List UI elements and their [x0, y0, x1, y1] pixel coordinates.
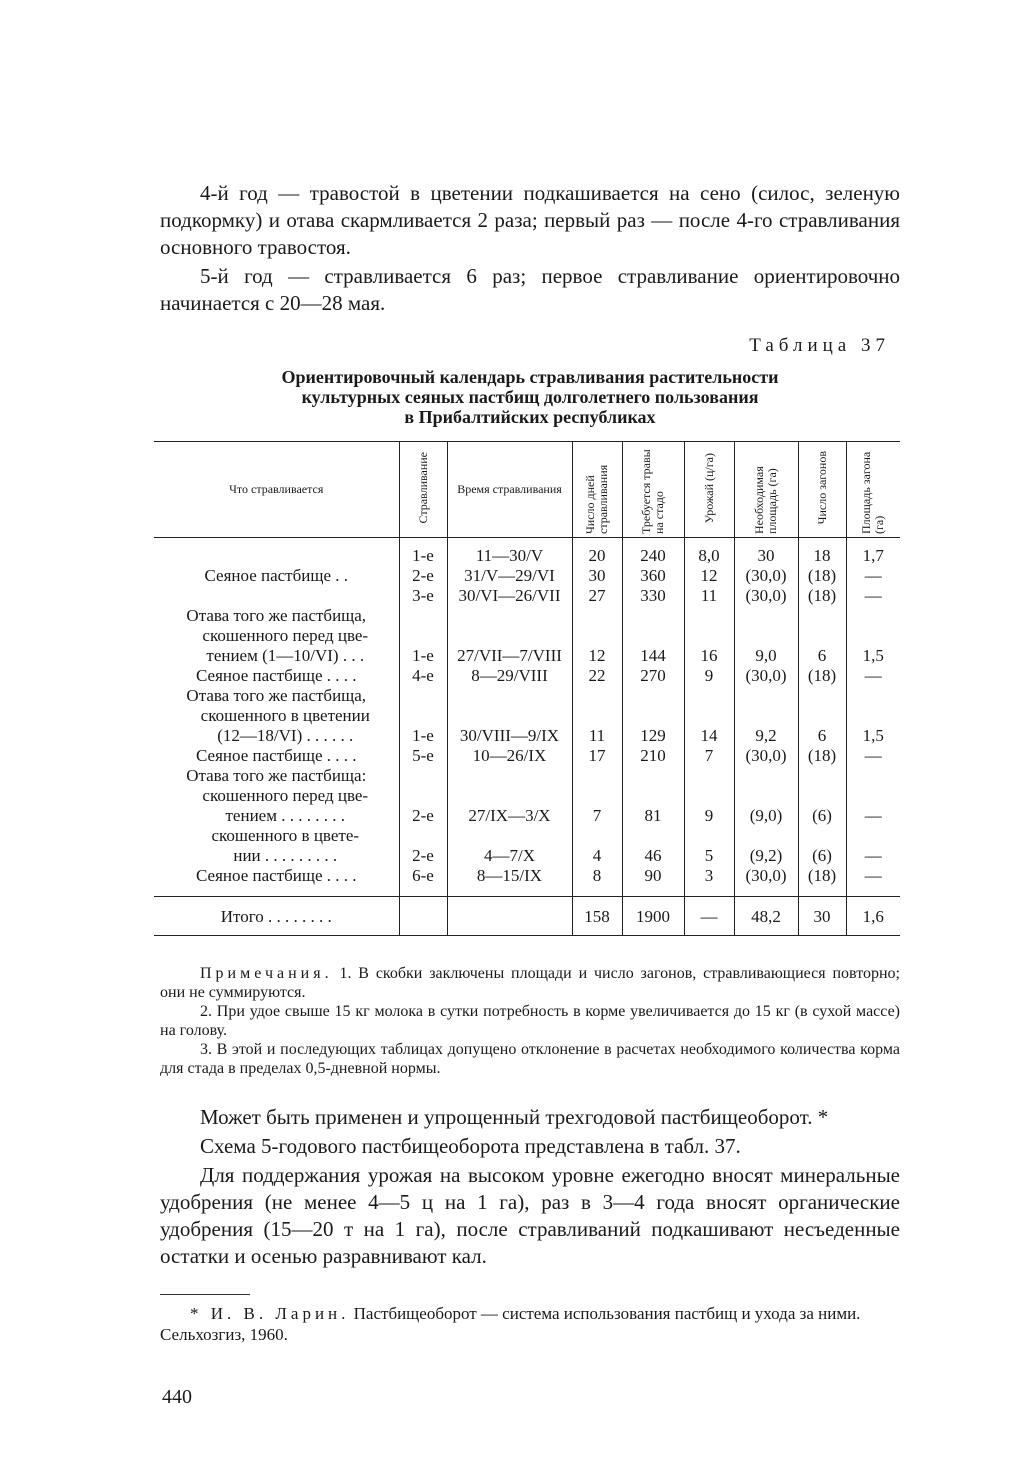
- note-3: 3. В этой и последующих таблицах допущено отклонение в расчетах необходимого количества корма для стада в пределах 0,5-дневной нормы.: [160, 1041, 900, 1077]
- footnote: [160, 1303, 900, 1345]
- footnote-rule: [160, 1294, 250, 1295]
- table-title-line-3: в Прибалтийских республиках: [404, 407, 656, 427]
- header-yield: Урожай (ц/га): [684, 442, 734, 538]
- page-number: 440: [162, 1386, 192, 1408]
- body-paragraph-3: Для поддержания урожая на высоком уровне ежегодно вносят минеральные удобрения (не менее 4—5 ц на 1 га), раз в 3—4 года вносят органические удобрения (15—20 т на 1 га), после стравливаний подкашивают несъеденные остатки и осенью разравнивают кал.: [160, 1163, 900, 1268]
- table-row: Сеяное пастбище . . 1-е 2-е 3-е 11—30/V 31/V—29/VI 30/VI—26/VII 20 30 27 240 360 330 8,0 12 11 30 (30,0) (30,0) 18 (18) (18) 1,7 — —: [154, 538, 900, 607]
- intro-paragraph-1: 4-й год — травостой в цветении подкашивается на сено (силос, зеленую подкормку) и отава скармливается 2 раза; первый раз — после 4-го стравливания основного травостоя.: [160, 181, 900, 259]
- notes-heading: Примечания.: [200, 965, 333, 982]
- table-row: скошенного в цвете- нии . . . . . . . . . 2-е 4—7/X 4 46 5 (9,2) (6) —: [154, 826, 900, 866]
- intro-paragraph-2: 5-й год — стравливается 6 раз; первое стравливание ориентировочно начинается с 20—28 мая.: [160, 264, 900, 315]
- footnote-author: * И. В. Ларин.: [190, 1304, 350, 1323]
- header-what: Что стравливается: [154, 442, 399, 538]
- table-row: Сеяное пастбище . . . . 6-е 8—15/IX 8 90 3 (30,0) (18) —: [154, 866, 900, 897]
- table-header-row: [154, 442, 900, 538]
- footnote-text: Пастбищеоборот — система использования пастбищ и ухода за ними. Сельхозгиз, 1960.: [160, 1304, 861, 1344]
- table-row: Отава того же пастбища, скошенного в цветении (12—18/VI) . . . . . . 1-е 30/VIII—9/IX 11 129 14 9,2 6 1,5: [154, 686, 900, 746]
- body-paragraph-1: Может быть применен и упрощенный трехгодовой пастбищеоборот. *: [200, 1105, 829, 1129]
- table-notes: [160, 964, 900, 1078]
- table-row: Сеяное пастбище . . . . 5-е 10—26/IX 17 210 7 (30,0) (18) —: [154, 746, 900, 766]
- header-days: Число дней стравливания: [572, 442, 622, 538]
- table-title-line-1: Ориентировочный календарь стравливания растительности: [281, 367, 779, 387]
- header-grazing: Стравливание: [399, 442, 447, 538]
- header-area: Необходимая площадь (га): [734, 442, 798, 538]
- row-label: Сеяное пастбище . .: [204, 566, 348, 585]
- header-grass: Требуется травы на стадо: [622, 442, 684, 538]
- table-row: Отава того же пастбища, скошенного перед цве- тением (1—10/VI) . . . 1-е 27/VII—7/VIII 12 144 16 9,0 6 1,5: [154, 606, 900, 666]
- grazing-calendar-table: [154, 441, 900, 936]
- table-total-row: Итого . . . . . . . . 158 1900 — 48,2 30 1,6: [154, 897, 900, 936]
- table-row: Сеяное пастбище . . . . 4-е 8—29/VIII 22 270 9 (30,0) (18) —: [154, 666, 900, 686]
- header-pen-area: Площадь загона (га): [846, 442, 900, 538]
- page: [160, 180, 900, 1345]
- table-label: Таблица 37: [749, 335, 890, 356]
- body-text: [160, 1104, 900, 1270]
- note-1: 1. В скобки заключены площади и число загонов, стравливающиеся повторно; они не суммируются.: [160, 965, 901, 1001]
- table-title: [160, 367, 900, 427]
- table-row: Отава того же пастбища: скошенного перед цве- тением . . . . . . . . 2-е 27/IX—3/X 7 81 9 (9,0) (6) —: [154, 766, 900, 826]
- table-title-line-2: культурных сеяных пастбищ долголетнего пользования: [301, 387, 759, 407]
- note-2: 2. При удое свыше 15 кг молока в сутки потребность в корме увеличивается до 15 кг (в сухой массе) на голову.: [160, 1003, 900, 1039]
- header-pens: Число загонов: [798, 442, 846, 538]
- body-paragraph-2: Схема 5-годового пастбищеоборота представлена в табл. 37.: [200, 1134, 741, 1158]
- header-time: Время стравливания: [447, 442, 572, 538]
